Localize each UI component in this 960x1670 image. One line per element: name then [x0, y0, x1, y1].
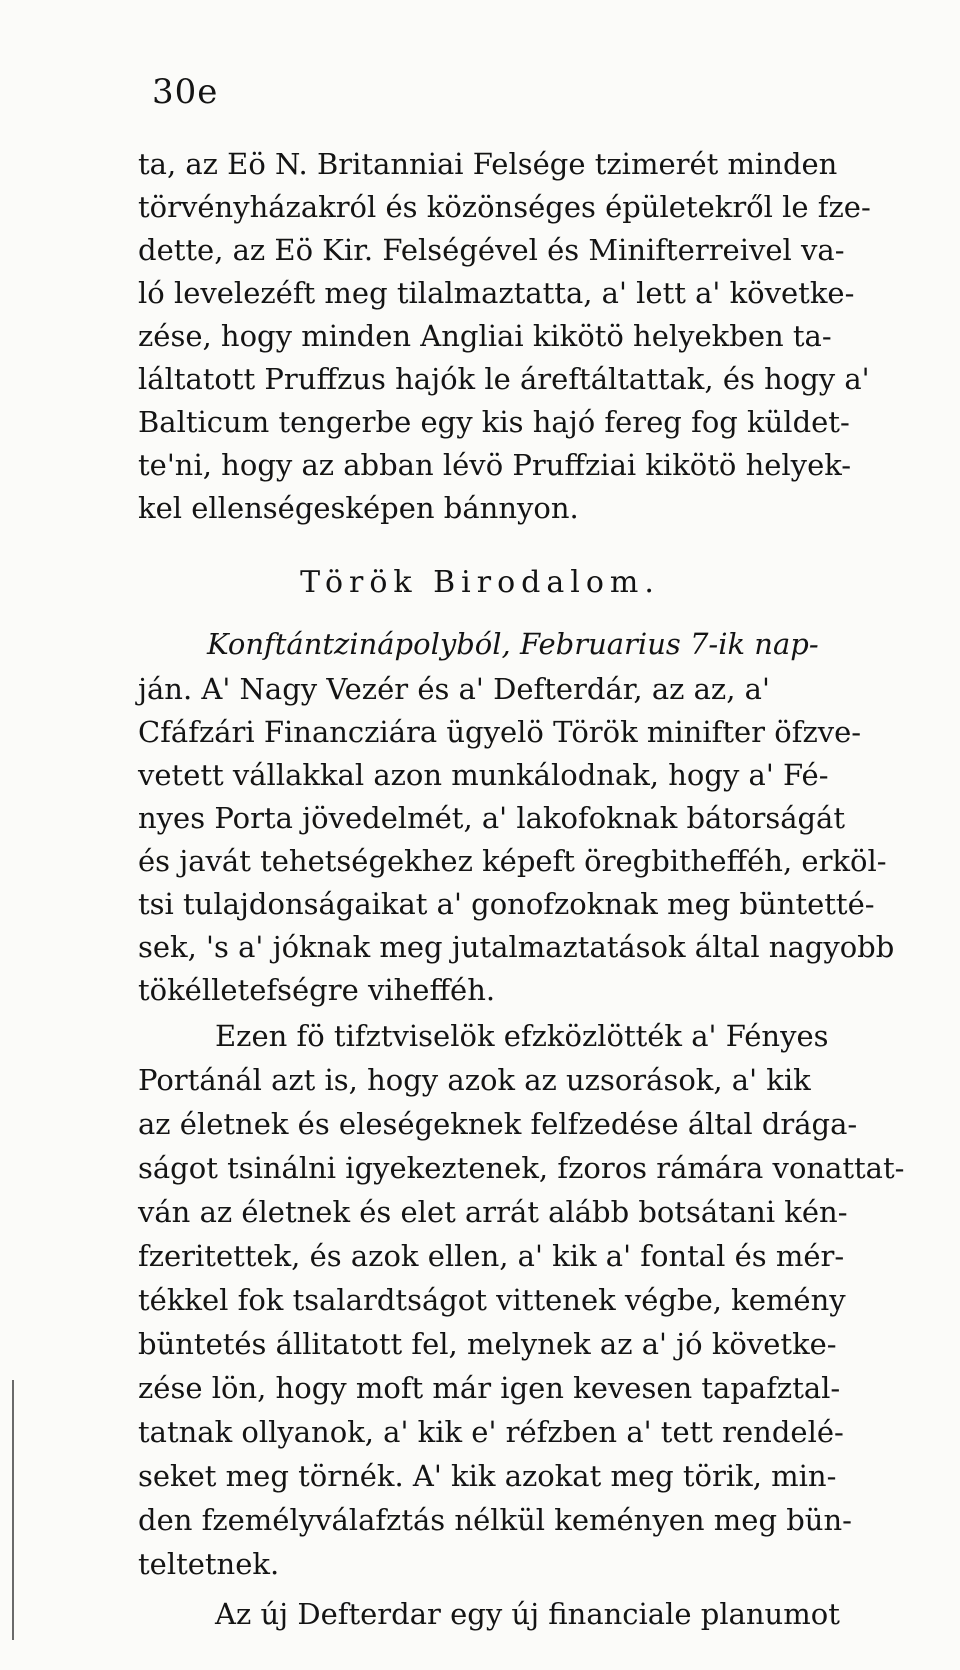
section-heading: Török Birodalom. — [300, 565, 660, 600]
text-line: az életnek és eleségeknek felfzedése által drága- — [138, 1107, 858, 1141]
text-line: büntetés állitatott fel, melynek az a' jó követke- — [138, 1327, 837, 1361]
text-line: fzeritettek, és azok ellen, a' kik a' fontal és mér- — [138, 1239, 845, 1273]
text-line: sek, 's a' jóknak meg jutalmaztatások által nagyobb — [138, 930, 895, 964]
text-line: dette, az Eö Kir. Felségével és Minifterreivel va- — [138, 233, 845, 267]
text-line: törvényházakról és közönséges épületekről le fze- — [138, 190, 871, 224]
text-line: ján. A' Nagy Vezér és a' Defterdár, az az, a' — [138, 672, 770, 706]
text-line: ló levelezéft meg tilalmaztatta, a' lett a' követke- — [138, 276, 855, 310]
text-line: te'ni, hogy az abban lévö Pruffziai kikötö helyek- — [138, 448, 852, 482]
text-line: kel ellenségesképen bánnyon. — [138, 491, 579, 525]
page-number: 30e — [152, 72, 219, 112]
text-line: teltetnek. — [138, 1547, 280, 1581]
dateline: Konftántzinápolyból, Februarius 7-ik nap- — [207, 627, 819, 661]
text-line: seket meg törnék. A' kik azokat meg törik, min- — [138, 1459, 837, 1493]
text-line: Cfáfzári Financziára ügyelö Török minifter öfzve- — [138, 715, 862, 749]
text-line: tatnak ollyanok, a' kik e' réfzben a' tett rendelé- — [138, 1415, 844, 1449]
text-line: Portánál azt is, hogy azok az uzsorások, a' kik — [138, 1063, 811, 1097]
text-line: Ezen fö tifztviselök efzközlötték a' Fényes — [215, 1019, 829, 1053]
text-line: láltatott Pruffzus hajók le áreftáltattak, és hogy a' — [138, 362, 870, 396]
text-line: tékkel fok tsalardtságot vittenek végbe, kemény — [138, 1283, 846, 1317]
text-line: den fzemélyválafztás nélkül keményen meg bün- — [138, 1503, 852, 1537]
text-line: zése lön, hogy moft már igen kevesen tapafztal- — [138, 1371, 841, 1405]
scan-edge-mark — [12, 1380, 14, 1640]
text-line: ta, az Eö N. Britanniai Felsége tzimerét minden — [138, 147, 838, 181]
text-line: vetett vállakkal azon munkálodnak, hogy a' Fé- — [138, 758, 829, 792]
text-line: tsi tulajdonságaikat a' gonofzoknak meg büntetté- — [138, 887, 875, 921]
text-line: Balticum tengerbe egy kis hajó fereg fog küldet- — [138, 405, 850, 439]
text-line: nyes Porta jövedelmét, a' lakofoknak bátorságát — [138, 801, 846, 835]
text-line: Az új Defterdar egy új financiale planumot — [215, 1597, 840, 1631]
text-line: zése, hogy minden Angliai kikötö helyekben ta- — [138, 319, 832, 353]
text-line: ságot tsinálni igyekeztenek, fzoros rámára vonattat- — [138, 1151, 905, 1185]
text-line: és javát tehetségekhez képeft öregbithefféh, erköl- — [138, 844, 887, 878]
text-line: ván az életnek és elet arrát alább botsátani kén- — [138, 1195, 848, 1229]
text-line: tökélletefségre vihefféh. — [138, 973, 496, 1007]
